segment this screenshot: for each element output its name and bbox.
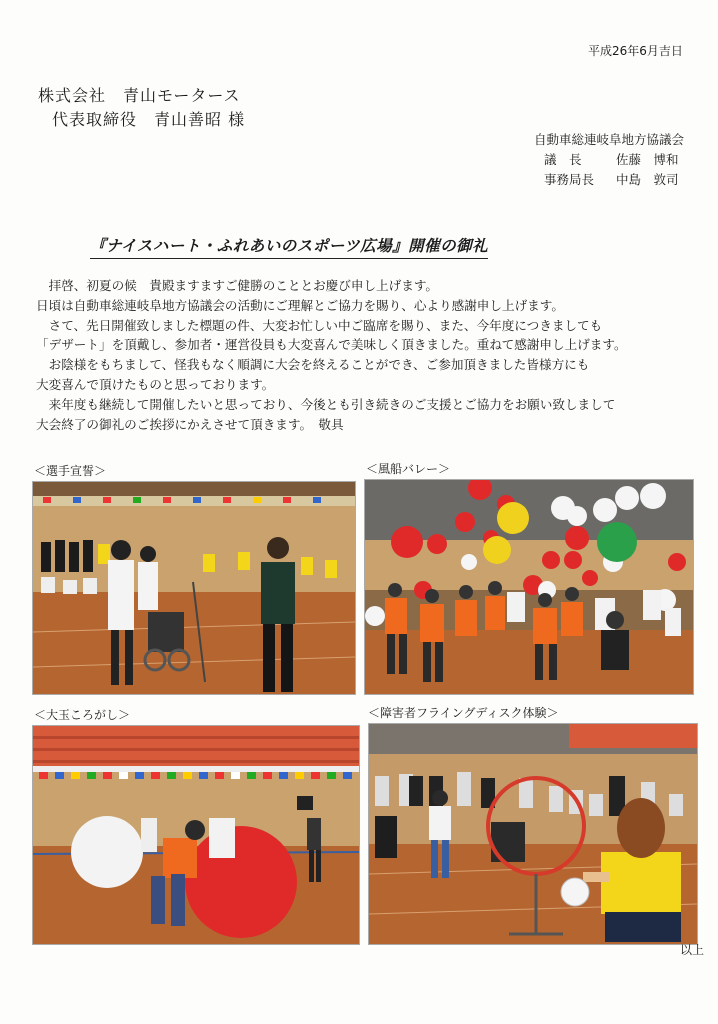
addressee-company: 株式会社 青山モータース (38, 86, 241, 105)
letter-body (36, 276, 686, 434)
body-line: 拝啓、初夏の候 貴殿ますますご健勝のこととお慶び申し上げます。 (36, 278, 438, 293)
photo-caption-disc: ＜障害者フライングディスク体験＞ (368, 706, 559, 720)
photo-balloon-volleyball (364, 479, 694, 695)
photo-flying-disc (368, 723, 698, 945)
sender-secretary (534, 170, 684, 190)
chair-name: 佐藤 博和 (616, 152, 679, 167)
photo-caption-oath: ＜選手宣誓＞ (34, 464, 107, 478)
photo-big-ball-rolling (32, 725, 360, 945)
photo-caption-balloon: ＜風船バレー＞ (366, 462, 451, 476)
body-line: さて、先日開催致しました標題の件、大変お忙しい中ご臨席を賜り、また、今年度につきましても (36, 317, 603, 333)
body-line: 大変喜んで頂けたものと思っております。 (36, 376, 275, 392)
body-line: 「デザート」を頂戴し、参加者・運営役員も大変喜んで美味しく頂きました。重ねて感謝申し上げます。 (36, 337, 627, 353)
body-line: お陰様をもちまして、怪我もなく順調に大会を終えることができ、ご参加頂きました皆様方にも (36, 357, 590, 373)
secretary-role: 事務局長 (544, 172, 595, 187)
photo-caption-bigball: ＜大玉ころがし＞ (34, 708, 131, 722)
sender-organization: 自動車総連岐阜地方協議会 (534, 132, 685, 147)
body-line: 来年度も継続して開催したいと思っており、今後とも引き続きのご支援とご協力をお願い致しまして (36, 396, 616, 412)
chair-role: 議 長 (544, 152, 582, 167)
secretary-name: 中島 敦司 (616, 172, 679, 187)
body-line: 日頃は自動車総連岐阜地方協議会の活動にご理解とご協力を賜り、心より感謝申し上げます。 (36, 297, 564, 313)
body-line: 大会終了の御礼のご挨拶にかえさせて頂きます。 敬具 (36, 416, 344, 432)
photo-athlete-oath (32, 481, 356, 695)
sender-block (534, 130, 684, 190)
letter-title: 『ナイスハート・ふれあいのスポーツ広場』開催の御礼 (90, 234, 488, 259)
addressee-block (38, 84, 245, 132)
letter-date: 平成26年6月吉日 (588, 44, 683, 58)
addressee-person: 代表取締役 青山善昭 様 (52, 110, 246, 129)
sender-chair (534, 150, 684, 170)
closing-ijo: 以上 (679, 943, 704, 957)
